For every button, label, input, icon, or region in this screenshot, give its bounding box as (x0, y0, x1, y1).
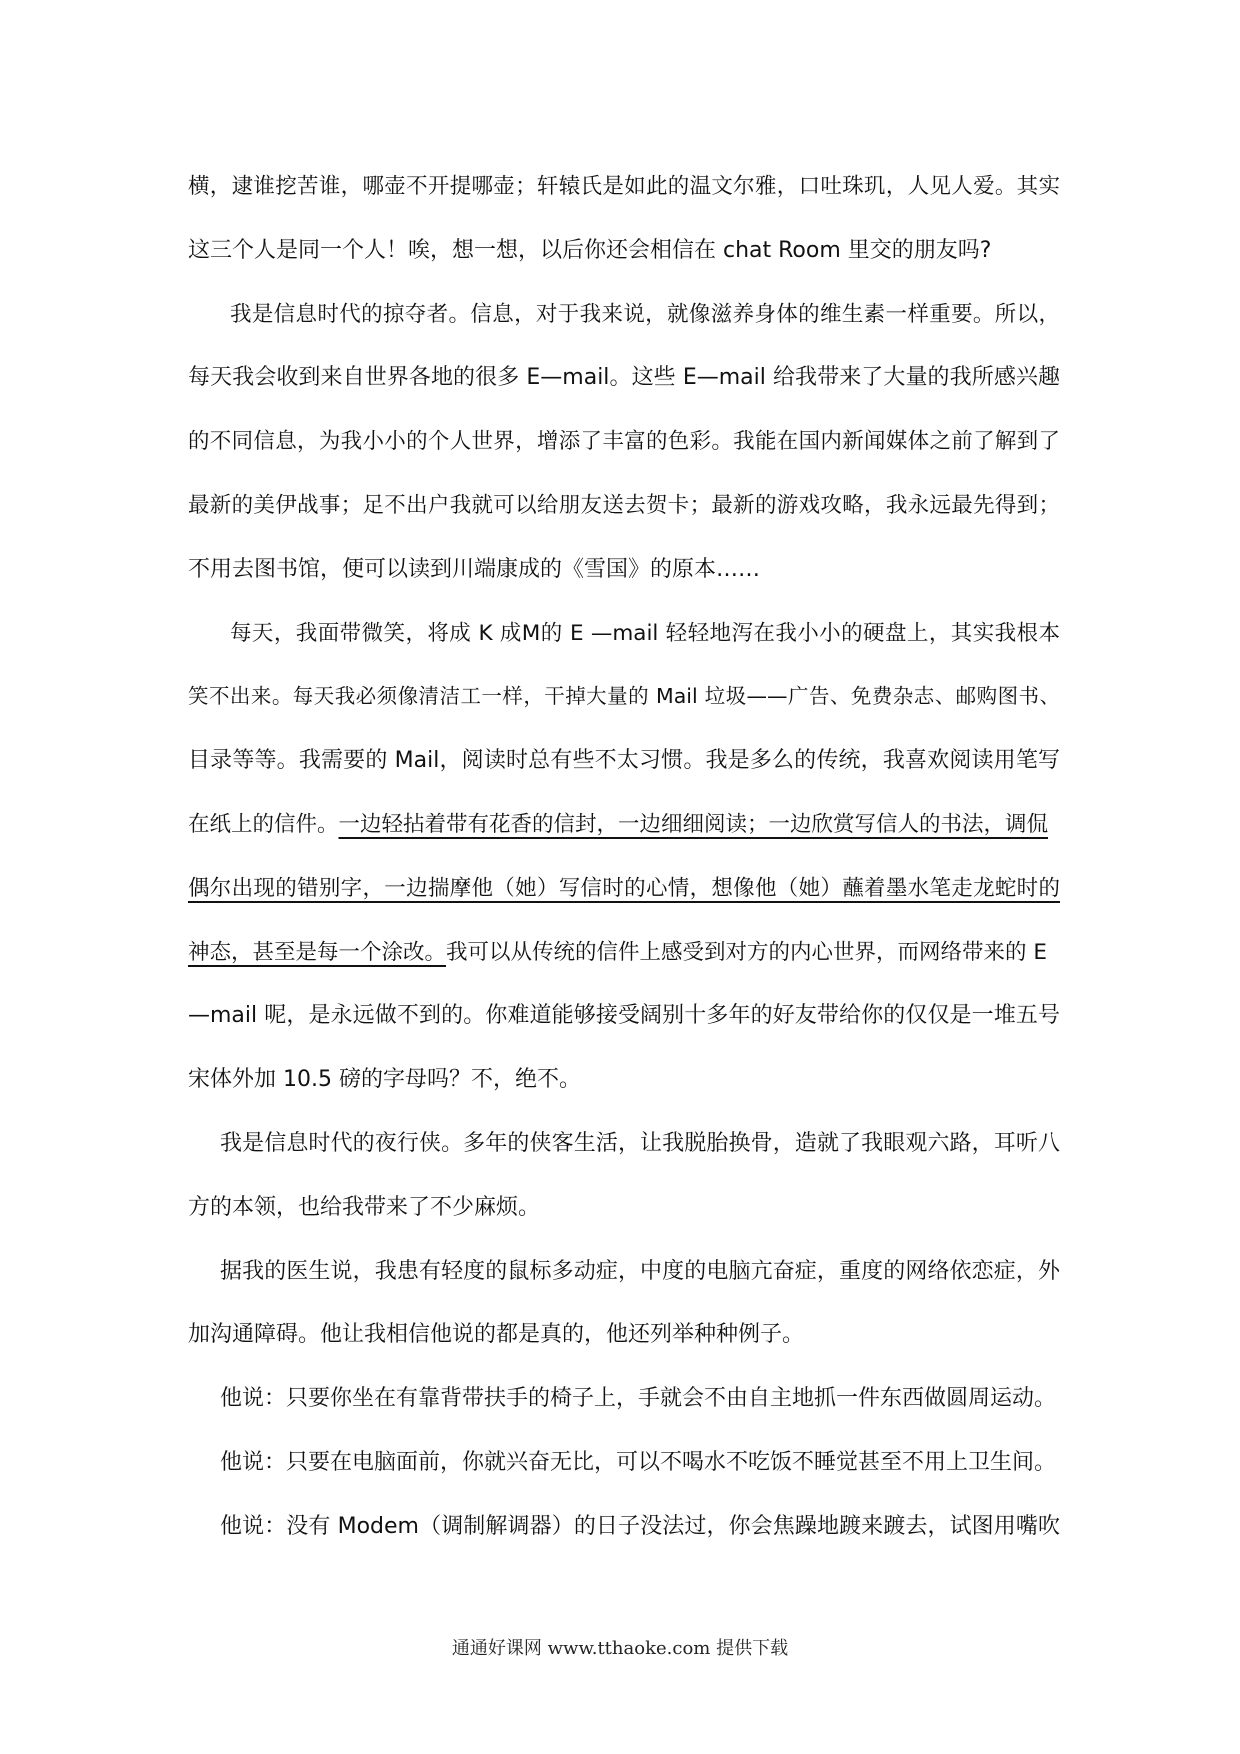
text-line: 每天我会收到来自世界各地的很多 E—mail。这些 E—mail 给我带来了大量的我所感兴趣 (188, 365, 1060, 391)
text-line (188, 857, 1060, 921)
text-line (188, 793, 1060, 857)
text-line: 每天，我面带微笑，将成 K 成M的 E —mail 轻轻地泻在我小小的硬盘上，其实我根本 (230, 620, 1060, 646)
text-line: 他说：只要在电脑面前，你就兴奋无比，可以不喝水不吃饭不睡觉甚至不用上卫生间。 (220, 1449, 1057, 1475)
text-line: 这三个人是同一个人！唉，想一想，以后你还会相信在 chat Room 里交的朋友吗? (188, 237, 992, 263)
text-line: 最新的美伊战事；足不出户我就可以给朋友送去贺卡；最新的游戏攻略，我永远最先得到； (188, 492, 1060, 518)
text-line: 横，逮谁挖苦谁，哪壶不开提哪壶；轩辕氏是如此的温文尔雅，口吐珠玑，人见人爱。其实 (188, 174, 1060, 199)
text-segment: 我可以从传统的信件上感受到对方的内心世界，而网络带来的 E (446, 939, 1047, 965)
text-line: 宋体外加 10.5 磅的字母吗？不，绝不。 (188, 1067, 581, 1093)
document-body (188, 155, 1060, 1559)
underlined-text: 一边轻拈着带有花香的信封，一边细细阅读；一边欣赏写信人的书法，调侃 (338, 811, 1049, 837)
text-line: 方的本领，也给我带来了不少麻烦。 (188, 1194, 541, 1220)
text-line: 他说：只要你坐在有靠背带扶手的椅子上，手就会不由自主地抓一件东西做圆周运动。 (220, 1386, 1057, 1412)
underlined-text: 偶尔出现的错别字，一边揣摩他（她）写信时的心情，想像他（她）蘸着墨水笔走龙蛇时的 (188, 875, 1060, 901)
text-line (188, 921, 1060, 985)
text-segment: 在纸上的信件。 (188, 811, 339, 837)
text-line: 我是信息时代的掠夺者。信息，对于我来说，就像滋养身体的维生素一样重要。所以， (230, 301, 1060, 327)
text-line: 不用去图书馆，便可以读到川端康成的《雪国》的原本…… (188, 556, 761, 582)
text-line: 我是信息时代的夜行侠。多年的侠客生活，让我脱胎换骨，造就了我眼观六路，耳听八 (220, 1130, 1060, 1156)
underlined-text: 神态，甚至是每一个涂改。 (188, 939, 447, 965)
text-line: 据我的医生说，我患有轻度的鼠标多动症，中度的电脑亢奋症，重度的网络依恋症，外 (220, 1258, 1060, 1284)
page-footer: 通通好课网 www.tthaoke.com 提供下载 (451, 1638, 789, 1659)
text-line: 他说：没有 Modem（调制解调器）的日子没法过，你会焦躁地踱来踱去，试图用嘴吹 (220, 1513, 1060, 1539)
text-line: 笑不出来。每天我必须像清洁工一样，干掉大量的 Mail 垃圾——广告、免费杂志、邮购图书、 (188, 684, 1060, 709)
text-line: 的不同信息，为我小小的个人世界，增添了丰富的色彩。我能在国内新闻媒体之前了解到了 (188, 429, 1060, 455)
text-line: —mail 呢，是永远做不到的。你难道能够接受阔别十多年的好友带给你的仅仅是一堆五号 (188, 1003, 1060, 1029)
text-line: 加沟通障碍。他让我相信他说的都是真的，他还列举种种例子。 (188, 1322, 805, 1348)
text-line: 目录等等。我需要的 Mail，阅读时总有些不太习惯。我是多么的传统，我喜欢阅读用笔写 (188, 748, 1060, 774)
